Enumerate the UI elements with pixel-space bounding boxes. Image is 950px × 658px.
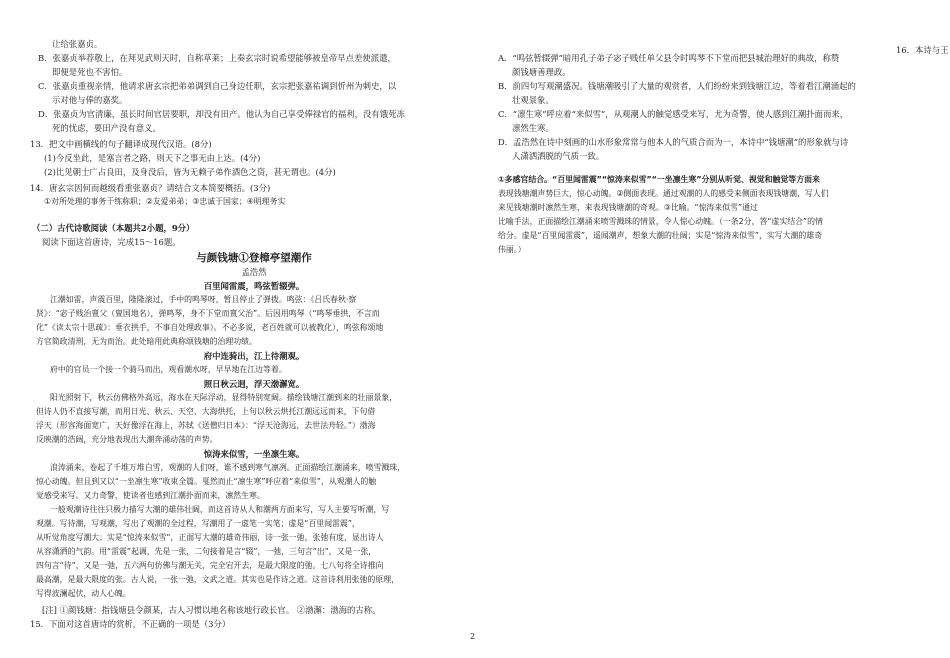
verse-1: 百里闻雷震，鸣弦暂辍弹。 <box>203 281 305 291</box>
analysis-line: 观潮。写待潮，写观潮，写出了观潮的全过程，写潮用了一虚笔一实笔；虚是“百里闻雷震”， <box>36 519 360 528</box>
poem-title: 与颜钱塘①登樟亭望潮作 <box>196 252 312 264</box>
option-d-line2: 人潇洒洒脱的气质一致。 <box>512 151 605 161</box>
answer-16-line: ①多感官结合。“百里闻雷震”“惊涛来似雪”“一坐凛生寒”分别从听觉、视觉和触觉等方面来 <box>498 175 820 184</box>
commentary-line: 贤》：“宓子贱治亶父（亶国地名），弹鸣琴，身不下堂而亶父治”。后因用鸣琴（“鸣琴垂拱，不言而 <box>36 309 380 318</box>
option-b-line1: B．张嘉贞举荐敬上，在拜见武则天时，自称草莱；上奏玄宗时说希望能够被皇帝早点差使派遣， <box>38 53 396 63</box>
answer-16-line: 来见钱塘潮时凛然生寒，来表现钱塘潮的奇观。③比喻。“惊涛来似雪”通过 <box>498 203 758 212</box>
question-13-part1: (1)今反坐此，是塞言者之路，则天下之事无由上达。(4分) <box>44 153 261 163</box>
answer-16-line: 给分。虚是“百里闻雷震”，遥闻潮声，想象大潮的壮阔；实是“惊涛来似雪”，实写大潮的雄奇 <box>498 231 823 240</box>
answer-16-line: 表现钱塘潮声势巨大，惊心动魄。②侧面表现。通过观潮的人的感受来侧面表现钱塘潮，写人们 <box>498 189 829 198</box>
analysis-line: 四句言“待”，又是一弛，五六两句仿佛与潮无关，完全宕开去，是最大限度的弛。七八句将全诗推向 <box>36 561 384 570</box>
verse-2: 府中连骑出，江上待潮观。 <box>203 351 305 361</box>
option-b-line1: B．前四句写观潮盛况。钱塘潮吸引了大量的观赏者，人们纷纷来到钱塘江边，等着看江潮涌起的 <box>498 81 856 91</box>
option-c-line1: C．张嘉贞重视亲情，他请求唐玄宗把弟弟调到自己身边任职，玄宗把张嘉祐调到忻州为刺史，以 <box>38 81 397 91</box>
question-16-overflow: 16．本诗与王 <box>896 45 949 55</box>
analysis-line: 从容潇洒的气韵。用“雷震”起调，先是一张，二句接着是言“辍”，一弛，三句言“出”，又是一张， <box>36 547 377 556</box>
option-d-line2: 死的忧虑，要田产没有意义。 <box>52 123 161 133</box>
poem-author: 孟浩然 <box>241 267 267 277</box>
option-d-line1: D．孟浩然在诗中刻画的山水形象常常与他本人的气质合而为一，本诗中“钱塘潮”的形象就与诗 <box>498 137 849 147</box>
answer-16-line: 伟丽。） <box>498 245 526 254</box>
option-d-line1: D．张嘉贞为官清廉，虽长时间官居要职，却没有田产。他认为自己享受俸禄官的福利，没有饿死冻 <box>38 109 405 119</box>
analysis-line: 从听觉角度写潮大；实是“惊涛来似雪”，正面写大潮的雄奇伟丽，诗一张一弛，张弛有度，显出诗人 <box>36 533 384 542</box>
commentary-line: 惊心动魄。但且到又以“一坐凛生寒”收束全篇。戛然而止“凛生寒”呼应着“来似雪”，从观潮人的触 <box>36 477 377 486</box>
commentary-line: 江潮如雷，声震百里，隆隆滚过，手中的鸣琴呀，暂且停止了弹拨。鸣弦：《吕氏春秋·察 <box>50 295 357 304</box>
commentary-line: 但诗人仍不直接写潮，而用日光、秋云、天空、大海烘托，上句以秋云烘托江潮远远而来，下句借 <box>36 407 376 416</box>
commentary-line: 化”《读太宗十思疏》：垂衣拱手，不事自处理政事）。不必多说，老百姓就可以被教化），鸣弦称颂地 <box>36 323 384 332</box>
option-c-line2: 示对他与俸的嘉奖。 <box>52 95 128 105</box>
verse-4: 惊涛来似雪，一坐凛生寒。 <box>203 449 305 459</box>
option-b-line2: 即便是死也不害怕。 <box>52 67 128 77</box>
option-a-line2: 颜钱塘善理政。 <box>512 67 571 77</box>
commentary-line: 浪涛涌来，卷起了千堆万堆白雪，观潮的人们呀，谁不感到寒气凛冽。正面描绘江潮涌来，喷雪溅珠， <box>50 463 406 472</box>
option-c-line2: 凛然生寒。 <box>512 123 554 133</box>
commentary-line: 觉感受来写。又力奇警，使读者也感到江潮扑面而来，凛然生寒。 <box>36 491 265 500</box>
commentary-line: 浮天（形容海面宽广，天好像浮在海上，苏轼《送僧归日本》：“浮天沧海远，去世法舟轻。”）渤海 <box>36 421 376 430</box>
page-number: 2 <box>470 632 476 641</box>
commentary-line: 反映潮的浩阔，充分地表现出大潮奔涌动荡的声势。 <box>36 435 218 444</box>
commentary-line: 方官简政清刑，无为而治。此处暗用此典称颂钱塘的治理功绩。 <box>36 337 257 346</box>
question-14-answer: ①对所处理的事务干练称职；②友爱弟弟；③忠诚于国家；④明理务实 <box>44 197 286 206</box>
analysis-line: 一般观潮诗往往只极力描写大潮的雄伟壮阔，而这首诗从人和潮两方面来写，写人主要写听潮，写 <box>50 505 390 514</box>
commentary-line: 府中的官员一个接一个骑马而出，观看潮水呀，早早地在江边等着。 <box>50 365 287 374</box>
question-13-part2: (2)比见朝士广占良田，及身没后，皆为无赖子弟作酒色之资，甚无谓也。(4分) <box>44 167 336 177</box>
option-a-line1: A．“鸣弦暂辍弹”暗用孔子弟子宓子贱任单父县令时鸣琴不下堂而把县城治理好的典故，称赞 <box>498 53 840 63</box>
answer-16-line: 比喻手法，正面描绘江潮涌来喷雪溅珠的情景，令人惊心动魄。（一条2分，答“虚实结合”的情 <box>498 217 823 226</box>
section-instruction: 阅读下面这首唐诗，完成15～16题。 <box>42 237 181 247</box>
question-14: 14．唐玄宗因何而越级看重张嘉贞？请结合文本简要概括。(3分) <box>30 183 271 193</box>
analysis-line: 最高潮，是最大限度的张。古人说，一张一弛，文武之道。其实也是作诗之道。这首诗利用张弛的原理， <box>36 575 399 584</box>
verse-3: 照日秋云迥，浮天渤澥宽。 <box>203 379 305 389</box>
commentary-line: 阳光照射下，秋云仿佛格外高远，海水在天际浮动，显得特别宽阔。描绘钱塘江潮到来的壮丽景象， <box>50 393 398 402</box>
analysis-line: 写得波澜起伏，动人心魄。 <box>36 589 131 598</box>
option-c-line1: C．“凛生寒”呼应着“来似雪”，从观潮人的触觉感受来写，尤为奇警，使人感到江潮扑面而来， <box>498 109 849 119</box>
option-b-line2: 壮观景象。 <box>512 95 554 105</box>
question-13: 13．把文中画横线的句子翻译成现代汉语。(8分) <box>30 139 212 149</box>
section-heading: （二）古代诗歌阅读（本题共2小题，9分） <box>32 223 195 233</box>
question-15: 15．下面对这首唐诗的赏析，不正确的一项是（3分） <box>30 619 231 629</box>
poem-notes: [注] ①颜钱塘：指钱塘县令颜某，古人习惯以地名称该地行政长官。 ②渤澥：渤海的古称。 <box>42 605 381 615</box>
option-a-end: 让给张嘉贞。 <box>52 39 103 49</box>
